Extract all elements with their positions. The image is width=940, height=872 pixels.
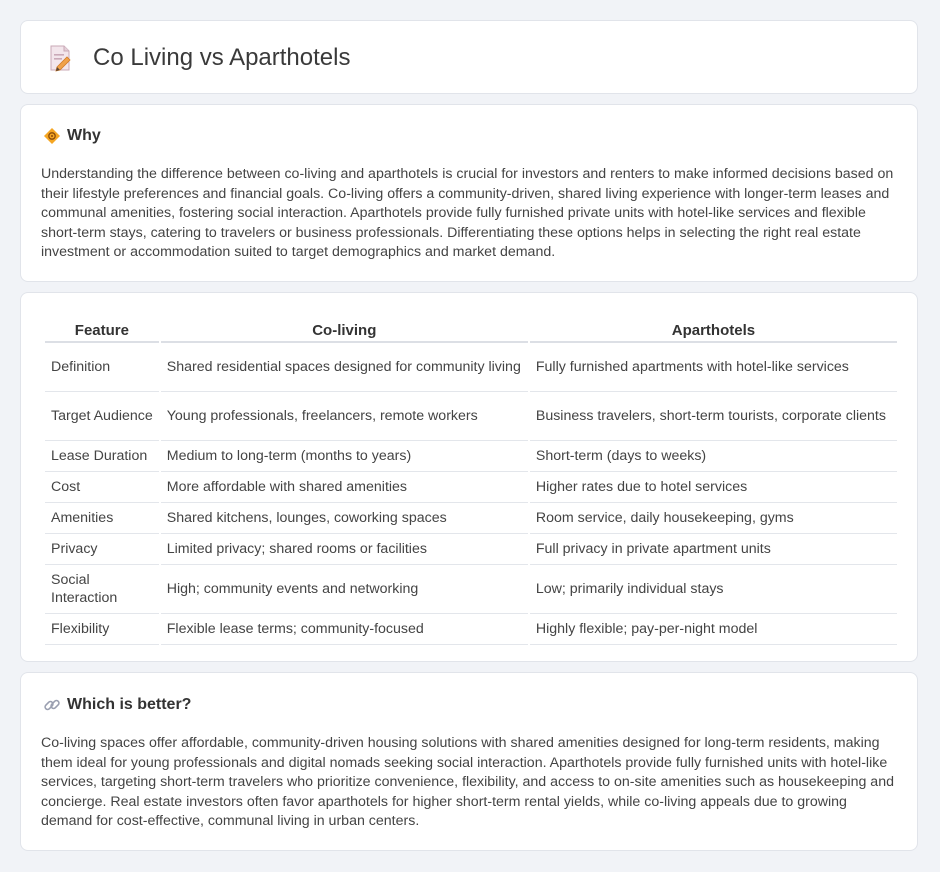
coliving-cell: Limited privacy; shared rooms or facilities (161, 534, 528, 565)
aparthotels-cell: Fully furnished apartments with hotel-like services (530, 343, 897, 392)
title-row (47, 43, 350, 73)
table-row (45, 392, 897, 441)
coliving-cell: Young professionals, freelancers, remote workers (161, 392, 528, 441)
coliving-cell: Flexible lease terms; community-focused (161, 614, 528, 645)
table-row (45, 441, 897, 472)
coliving-cell: More affordable with shared amenities (161, 472, 528, 503)
why-section (20, 104, 918, 282)
coliving-cell: Medium to long-term (months to years) (161, 441, 528, 472)
table-row (45, 614, 897, 645)
aparthotels-cell: Room service, daily housekeeping, gyms (530, 503, 897, 534)
better-text: Co-living spaces offer affordable, community-driven housing solutions with shared amenities designed for long-term residents, making them ideal for young professionals and digital nomads seeking social interaction. Aparthotels provide fully furnished units with hotel-like services, targeting short-term travelers who prioritize convenience, flexibility, and access to on-site amenities such as housekeeping and concierge. Real estate investors often favor aparthotels for higher short-term rental yields, while co-living appeals due to growing demand for cost-effective, communal living in urban centers. (41, 735, 894, 830)
title-card (20, 20, 918, 94)
feature-cell: Amenities (45, 503, 159, 534)
table-header-row (45, 315, 897, 343)
why-heading-row (43, 127, 101, 145)
target-icon (43, 127, 61, 145)
feature-cell: Definition (45, 343, 159, 392)
feature-cell: Cost (45, 472, 159, 503)
aparthotels-cell: Low; primarily individual stays (530, 565, 897, 614)
table-row (45, 565, 897, 614)
column-header-feature: Feature (45, 315, 159, 343)
comparison-table (43, 315, 899, 645)
column-header-aparthotels: Aparthotels (530, 315, 897, 343)
aparthotels-cell: Full privacy in private apartment units (530, 534, 897, 565)
better-heading-row (43, 696, 191, 714)
why-heading: Why (67, 127, 101, 144)
better-heading: Which is better? (67, 696, 192, 713)
link-icon (43, 696, 61, 714)
table-row (45, 503, 897, 534)
why-text: Understanding the difference between co-living and aparthotels is crucial for investors and renters to make informed decisions based on their lifestyle preferences and financial goals. Co-living offers a community-driven, shared living experience with longer-term leases and communal amenities, fostering social interaction. Aparthotels provide fully furnished private units with hotel-like services and flexible short-term stays, catering to travelers or business professionals. Differentiating these options helps in selecting the right real estate investment or accommodation suited to target demographics and market demand. (41, 166, 894, 261)
feature-cell: Social Interaction (45, 565, 159, 614)
document-edit-icon (47, 44, 73, 72)
coliving-cell: Shared kitchens, lounges, coworking spaces (161, 503, 528, 534)
which-is-better-section (20, 672, 918, 851)
aparthotels-cell: Higher rates due to hotel services (530, 472, 897, 503)
coliving-cell: Shared residential spaces designed for community living (161, 343, 528, 392)
feature-cell: Flexibility (45, 614, 159, 645)
coliving-cell: High; community events and networking (161, 565, 528, 614)
column-header-coliving: Co-living (161, 315, 528, 343)
aparthotels-cell: Business travelers, short-term tourists, corporate clients (530, 392, 897, 441)
page-title: Co Living vs Aparthotels (93, 44, 351, 71)
comparison-section (20, 292, 918, 662)
table-row (45, 343, 897, 392)
feature-cell: Privacy (45, 534, 159, 565)
table-row (45, 534, 897, 565)
table-row (45, 472, 897, 503)
feature-cell: Lease Duration (45, 441, 159, 472)
aparthotels-cell: Highly flexible; pay-per-night model (530, 614, 897, 645)
aparthotels-cell: Short-term (days to weeks) (530, 441, 897, 472)
feature-cell: Target Audience (45, 392, 159, 441)
